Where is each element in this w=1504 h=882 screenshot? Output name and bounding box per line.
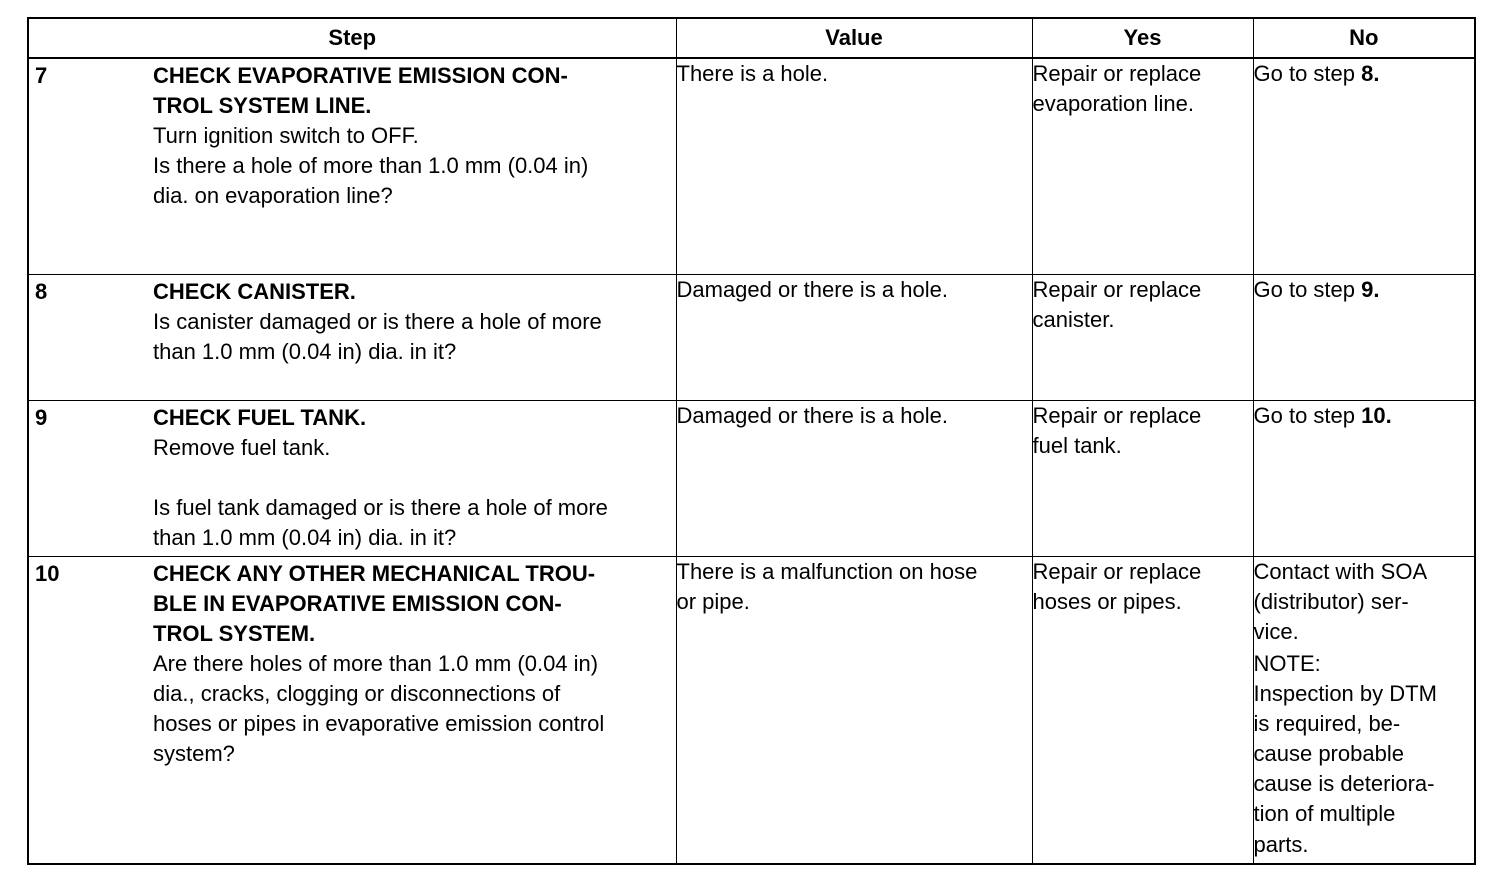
header-value: Value [676, 18, 1032, 58]
header-step: Step [28, 18, 676, 58]
no-cell [1253, 274, 1475, 400]
step-text-line: Are there holes of more than 1.0 mm (0.04 in) [153, 650, 599, 676]
no-prefix: Go to step [1253, 276, 1362, 302]
no-text [1254, 275, 1475, 305]
step-text-line: dia., cracks, clogging or disconnections of [153, 680, 561, 706]
step-text-line: Is fuel tank damaged or is there a hole of more [153, 494, 608, 520]
step-number: 10 [35, 560, 60, 586]
diagnostic-procedure-table [27, 17, 1476, 865]
no-text [1254, 401, 1475, 431]
step-text-line: Remove fuel tank. [153, 434, 331, 460]
step-text-line: dia. on evaporation line? [153, 183, 393, 208]
yes-text-line: hoses or pipes. [1032, 588, 1182, 614]
no-text-line: (distributor) ser- [1253, 588, 1409, 614]
value-text-line: or pipe. [676, 588, 750, 614]
diagnostic-procedure-table-container [27, 17, 1474, 867]
yes-text-line: Repair or replace [1032, 276, 1202, 302]
note-line: Inspection by DTM [1253, 680, 1437, 706]
step-title-line: CHECK ANY OTHER MECHANICAL TROU- [153, 560, 596, 586]
value-cell [676, 58, 1032, 274]
value-cell [676, 274, 1032, 400]
paragraph-gap [153, 463, 670, 493]
note-line: parts. [1253, 831, 1309, 857]
yes-text-line: Repair or replace [1032, 558, 1202, 584]
step-cell [28, 400, 676, 556]
table-row-step-7 [28, 58, 1475, 274]
table-header-row [28, 18, 1475, 58]
step-cell [28, 58, 676, 274]
note-line: cause is deteriora- [1253, 771, 1435, 797]
note-line-spread [1254, 799, 1475, 829]
note-line: cause probable [1253, 740, 1404, 766]
no-cell [1253, 400, 1475, 556]
no-step-ref: 10. [1361, 402, 1392, 428]
note-line-spread [1254, 739, 1475, 769]
yes-text-line: Repair or replace [1032, 402, 1202, 428]
step-title-line: CHECK FUEL TANK. [153, 404, 367, 430]
no-step-ref: 8. [1361, 61, 1380, 86]
note-line-spread [1254, 709, 1475, 739]
step-text-line: system? [153, 740, 235, 766]
no-cell [1253, 58, 1475, 274]
step-number: 9 [35, 404, 48, 430]
step-text-line: hoses or pipes in evaporative emission control [153, 710, 605, 736]
yes-text-line: canister. [1032, 306, 1115, 332]
step-number: 8 [35, 278, 48, 304]
value-cell [676, 556, 1032, 864]
step-text-line: than 1.0 mm (0.04 in) dia. in it? [153, 524, 457, 550]
yes-cell [1032, 274, 1253, 400]
value-cell [676, 400, 1032, 556]
note-line-spread [1254, 769, 1475, 799]
note-text [1254, 679, 1475, 860]
step-title-line: TROL SYSTEM LINE. [153, 93, 372, 118]
value-text-line: There is a malfunction on hose [676, 558, 978, 584]
note-line: tion of multiple [1253, 801, 1396, 827]
note-line: is required, be- [1253, 710, 1401, 736]
yes-cell [1032, 58, 1253, 274]
step-number: 7 [35, 63, 48, 88]
note-label: NOTE: [1253, 650, 1321, 676]
no-text-line: vice. [1253, 618, 1299, 644]
step-title-line: TROL SYSTEM. [153, 620, 316, 646]
yes-text-line: fuel tank. [1032, 432, 1122, 458]
step-title-line: CHECK CANISTER. [153, 278, 356, 304]
value-text: There is a hole. [676, 61, 829, 86]
step-text-line: Is there a hole of more than 1.0 mm (0.04 in) [153, 153, 589, 178]
header-yes: Yes [1032, 18, 1253, 58]
step-cell [28, 556, 676, 864]
yes-text-line: evaporation line. [1032, 91, 1194, 116]
note-line-spread [1254, 830, 1475, 860]
header-no: No [1253, 18, 1475, 58]
step-title-line: BLE IN EVAPORATIVE EMISSION CON- [153, 590, 562, 616]
no-text [1254, 59, 1475, 89]
value-text: Damaged or there is a hole. [676, 276, 948, 302]
table-row-step-10 [28, 556, 1475, 864]
no-prefix: Go to step [1253, 61, 1362, 86]
step-cell [28, 274, 676, 400]
no-prefix: Go to step [1253, 402, 1362, 428]
yes-cell [1032, 400, 1253, 556]
step-title-line: CHECK EVAPORATIVE EMISSION CON- [153, 63, 568, 88]
yes-cell [1032, 556, 1253, 864]
no-text-line: Contact with SOA [1253, 558, 1428, 584]
no-cell [1253, 556, 1475, 864]
table-row-step-8 [28, 274, 1475, 400]
step-text-line: than 1.0 mm (0.04 in) dia. in it? [153, 338, 457, 364]
no-step-ref: 9. [1361, 276, 1380, 302]
step-text-line: Turn ignition switch to OFF. [153, 123, 419, 148]
yes-text-line: Repair or replace [1032, 61, 1202, 86]
table-row-step-9 [28, 400, 1475, 556]
value-text: Damaged or there is a hole. [676, 402, 948, 428]
step-text-line: Is canister damaged or is there a hole of more [153, 308, 602, 334]
